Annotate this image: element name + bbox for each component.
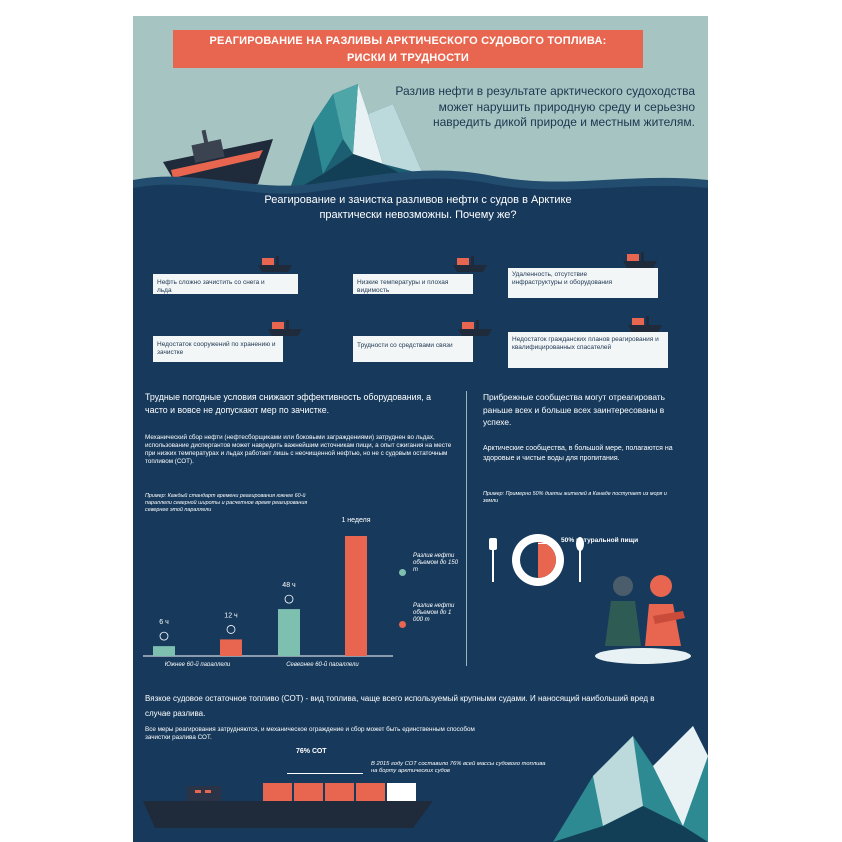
reason-text: Низкие температуры и плохая видимость	[357, 279, 449, 294]
section-divider	[466, 391, 467, 666]
bottom-note: В 2015 году СОТ составило 76% всей массы судового топлива на борту арктических судов	[371, 761, 546, 774]
question-text: Реагирование и зачистка разливов нефти с судов в Арктике практически невозможны. Почему же?	[264, 194, 572, 221]
ship-icon	[628, 314, 662, 334]
bar-label-1-1: 1 неделя	[341, 517, 371, 524]
reasons-grid	[133, 236, 708, 366]
reason-text: Трудности со средствами связи	[357, 342, 453, 349]
left-body: Механический сбор нефти (нефтесборщиками или боковыми заграждениями) затруднен во льдах, использование диспергантов может навредить важнейшим источникам пищи, а опыт сжигания на месте при низких температурах и льдах работает лишь с неочищенной нефтью, но не с судовым остаточным топливом (СОТ).	[145, 434, 452, 465]
right-body: Арктические сообщества, в большой мере, полагаются на здоровые и чистые воды для пропитания.	[483, 445, 673, 462]
fuel-containers	[263, 783, 416, 801]
stopwatch-icon	[285, 595, 293, 603]
legend-dot-small	[399, 569, 406, 576]
reason-text: Удаленность, отсутствие инфраструктуры и оборудования	[512, 271, 613, 286]
response-time-chart	[133, 496, 463, 666]
fuel-container	[387, 783, 416, 801]
ship-icon	[458, 318, 492, 338]
fuel-container	[356, 783, 385, 801]
legend-label-small: Разлив нефти объемом до 150 т	[413, 553, 459, 573]
legend-label-large: Разлив нефти объемом до 1 000 т	[413, 603, 455, 623]
fuel-container	[263, 783, 292, 801]
plate-illustration	[488, 524, 588, 594]
ship-icon	[623, 250, 657, 270]
plate-label: 50% натуральной пищи	[561, 537, 639, 544]
infographic-poster	[133, 16, 708, 842]
hunters-illustration	[593, 556, 693, 666]
bar-0-0	[153, 646, 175, 656]
fuel-container	[294, 783, 323, 801]
legend-dot-large	[399, 621, 406, 628]
fork-icon	[489, 538, 497, 582]
share-label: 76% СОТ	[296, 748, 327, 755]
bar-0-1	[220, 639, 242, 656]
title-line-1: РЕАГИРОВАНИЕ НА РАЗЛИВЫ АРКТИЧЕСКОГО СУДОВОГО ТОПЛИВА:	[209, 35, 607, 47]
bar-1-1	[345, 536, 367, 656]
plate-label-leader	[538, 543, 558, 544]
bar-label-0-1: 12 ч	[224, 612, 238, 620]
ship-icon	[258, 254, 292, 274]
cargo-ship-illustration	[143, 756, 443, 836]
page-title	[173, 30, 643, 68]
iceberg-bottom-illustration	[533, 716, 708, 842]
ship-icon	[453, 254, 487, 274]
share-bracket	[287, 773, 363, 774]
right-note: Пример: Примерно 50% диеты жителей в Канаде поступает из моря и земли	[483, 491, 667, 504]
ship-icon	[268, 318, 302, 338]
reason-text: Недостаток сооружений по хранению и зачистке	[157, 341, 276, 356]
bottom-body: Все меры реагирования затрудняются, и механическое ограждение и сбор может быть единственным способом зачистки разлива СОТ.	[145, 726, 475, 741]
fuel-container	[325, 783, 354, 801]
left-note: Пример: Каждый стандарт времени реагирования южнее 60-й параллели северной широты и расчетное время реагирования севернее этой параллели	[145, 493, 308, 513]
stopwatch-icon	[160, 632, 168, 640]
left-heading: Трудные погодные условия снижают эффективность оборудования, а часто и вовсе не допускают мер по зачистке.	[145, 392, 432, 415]
bar-label-0-0: 6 ч	[159, 619, 169, 627]
bar-label-1-0: 48 ч	[282, 582, 296, 590]
category-label-1: Севернее 60-й параллели	[286, 662, 359, 666]
right-heading: Прибрежные сообщества могут отреагировать раньше всех и больше всех заинтересованы в успехе.	[483, 392, 665, 427]
stopwatch-icon	[227, 625, 235, 633]
title-line-2: РИСКИ И ТРУДНОСТИ	[346, 52, 470, 64]
reason-text: Нефть сложно зачистить со снега и льда	[157, 279, 265, 294]
category-label-0: Южнее 60-й параллели	[164, 662, 231, 666]
bar-1-0	[278, 609, 300, 656]
reason-text: Недостаток гражданских планов реагирования и квалифицированных спасателей	[512, 336, 659, 351]
intro-text: Разлив нефти в результате арктического судоходства может нарушить природную среду и серьезно навредить дикой природе и местным жителям.	[395, 84, 695, 129]
bottom-heading: Вязкое судовое остаточное топливо (СОТ) - вид топлива, чаще всего используемый крупными судами. И наносящий наибольший вред в случае разлива.	[145, 694, 655, 718]
